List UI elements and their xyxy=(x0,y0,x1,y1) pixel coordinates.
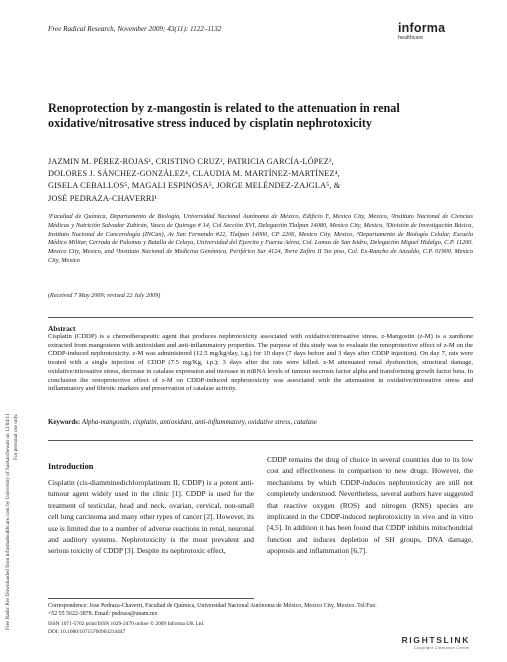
download-watermark-line-2: For personal use only. xyxy=(13,413,19,460)
download-watermark-line-1: Free Radic Res Downloaded from informahealthcare.com by University of Saskatchewan on 12/04/11 xyxy=(5,413,11,630)
article-title: Renoprotection by z-mangostin is related to the attenuation in renal oxidative/nitrosative stress induced by cisplatin nephrotoxicity xyxy=(48,101,400,130)
abstract-bottom-rule xyxy=(48,440,473,441)
introduction-left-column: Cisplatin (cis-diamminedichloroplatinum II, CDDP) is a potent anti-tumour agent widely used in the clinic [1]. CDDP is used for the treatment of testicular, head and neck, ovarian, cervical, non-small cell lung carcinoma and many other types of cancer [2]. However, its use is limited due to a number of adverse reactions in renal, neuronal and auditory systems. Nephrotoxicity is the most prevalent and serious toxicity of CDDP [3]. Despite its nephrotoxic effect, xyxy=(48,478,254,556)
author-list xyxy=(48,156,473,205)
author-line-4: JOSÉ PEDRAZA-CHAVERRI¹ xyxy=(48,193,158,203)
rightslink-label: RIGHTSLINK xyxy=(401,635,470,645)
publisher-name: informa xyxy=(398,21,446,35)
introduction-heading: Introduction xyxy=(48,462,94,471)
author-line-2: DOLORES J. SÁNCHEZ-GONZÁLEZ⁴, CLAUDIA M. MARTÍNEZ-MARTÍNEZ⁴, xyxy=(48,169,340,179)
author-line-1: JAZMIN M. PÉREZ-ROJAS¹, CRISTINO CRUZ², PATRICIA GARCÍA-LÓPEZ³, xyxy=(48,157,334,166)
journal-citation: Free Radical Research, November 2009; 43(11): 1122–1132 xyxy=(48,25,222,33)
issn-line: ISSN 1071-5762 print/ISSN 1029-2470 online © 2009 Informa UK Ltd. xyxy=(48,621,205,627)
footnote-rule xyxy=(48,598,254,599)
introduction-right-column: CDDP remains the drug of choice in several countries due to its low cost and effectiveness in comparison to new drugs. However, the mechanisms by which CDDP-induces nephrotoxicity are still not completely understood. Nevertheless, several authors have suggested that reactive oxygen (ROS) and nitrogen (RNS) species are implicated in the CDDP-induced nephrotoxicity in vivo and in vitro [4,5]. In addition it has been found that CDDP inhibits mitochondrial function and induces depletion of SH groups, DNA damage, apoptosis and inflammation [6,7]. xyxy=(267,455,473,556)
received-dates: (Received 7 May 2009; revised 22 July 2009) xyxy=(48,292,161,299)
author-line-3: GISELA CEBALLOS⁵, MAGALI ESPINOSA⁵, JORGE MELÉNDEZ-ZAJGLA⁵, & xyxy=(48,181,341,191)
abstract-top-rule xyxy=(48,317,473,318)
affiliations: ¹Facultad de Química, Departamento de Biología, Universidad Nacional Autónoma de México, Edificio F, Mexico City, Mexico, ²Instituto Nacional de Ciencias Médicas y Nutrición Salvador Zubirán, Vasco de Quiroga # 14, Col Sección XVI, Delegación Tlalpan 14080, Mexico City, Mexico, ³División de Investigación Básica, Instituto Nacional de Cancerología (INCan), Av San Fernando #22, Tlalpan 14000, CP 2206, Mexico City, Mexico, ⁴Departamento de Biología Celular, Escuela Médico Militar, Cerrada de Palomas y Batalla de Celaya, Universidad del Ejercito y Fuerza Aérea, Col. Lomas de San Isidro, Delegación Miguel Hidalgo, C.P. 11200. Mexico City, Mexico, and ⁵Instituto Nacional de Medicina Genómica, Periférico Sur 4124, Torre Zafiro II 5to piso, Col. Ex-Rancho de Anzaldo, C.P. 01900. Mexico City, Mexico xyxy=(48,213,473,264)
rightslink-subtitle: Copyright Clearance Center xyxy=(413,645,470,650)
abstract-text: Cisplatin (CDDP) is a chemotherapeutic agent that produces nephrotoxicity associated with oxidative/nitrosative stress. z-Mangostin (z-M) is a xanthone extracted from mangosteen with antioxidant and anti-inflammatory properties. The purpose of this study was to evaluate the renoprotective effect of z-M on the CDDP-induced nephrotoxicity. z-M was administered (12.5 mg/kg/day, i.g.) for 10 days (7 days before and 3 days after CDDP injection). On day 7, rats were treated with a single injection of CDDP (7.5 mg/Kg, i.p.); 3 days after the rats were killed. z-M attenuated renal dysfunction, structural damage, oxidative/nitrosative stress, decrease in catalase expression and increase in mRNA levels of tumour necrosis factor alpha and transforming growth factor beta. In conclusion the renoprotective effect of z-M on CDDP-induced nephrotoxicity was associated with the attenuation in oxidative/nitrosative stress and inflammatory and fibrotic markers and preservation of catalase activity. xyxy=(48,333,473,393)
keywords-text: Alpha-mangostin, cisplatin, antioxidant, anti-inflammatory, oxidative stress, catalase xyxy=(81,419,317,426)
abstract-heading: Abstract xyxy=(48,324,76,333)
download-watermark xyxy=(3,180,21,630)
rightslink-logo xyxy=(380,635,470,650)
publication-info xyxy=(48,621,378,636)
correspondence-footnote: Correspondence: Jose Pedraza-Chaverri, Facultad de Química, Universidad Nacional Autónoma de México, Mexico City, Mexico. Tel/Fax: +52 55 5622-3878. Email: pedraza@unam.mx xyxy=(48,603,377,617)
publisher-subtitle: healthcare xyxy=(398,35,424,41)
keywords-label: Keywords: xyxy=(48,419,81,426)
publisher-logo xyxy=(398,22,468,41)
doi-line: DOI: 10.1080/10715760903214447 xyxy=(48,628,126,635)
keywords xyxy=(48,418,473,427)
